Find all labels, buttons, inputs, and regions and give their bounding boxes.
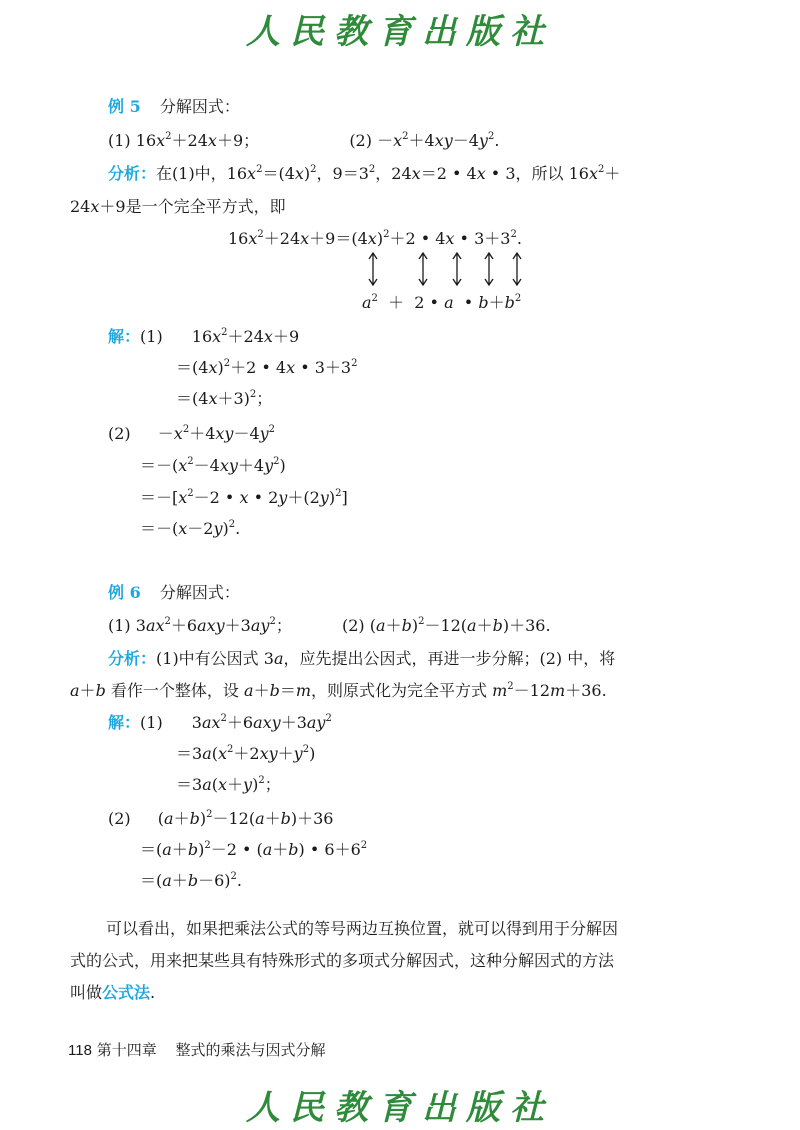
example6-analysis-text2b: ，则原式化为完全平方式 [311, 681, 488, 700]
conclusion-line3-suffix: . [150, 983, 156, 1002]
example6-task: 分解因式： [159, 583, 240, 602]
double-arrow-icon [368, 252, 378, 286]
example6-solution2-line3: $=(a+b-6)^2$. [140, 871, 242, 890]
example6-analysis-text1b: ，应先提出公因式，再进一步分解；(2) 中，将 [283, 649, 616, 668]
example5-solution-label: 解： [108, 327, 141, 346]
page-number: 118 [68, 1042, 92, 1059]
double-arrow-icon [484, 252, 494, 286]
example5-solution-line1: 解：(1) $16x^2+24x+9$ [108, 327, 300, 346]
example5-solution2-line2: $=-(x^2-4xy+4y^2)$ [140, 456, 286, 475]
example5-identity: $16x^2+24x+9=(4x)^2+2$ • 4x • $3+3^2$. [228, 229, 522, 248]
example6-analysis-text1: (1)中有公因式 [156, 649, 259, 668]
example6-problems: (1) $3ax^2+6axy+3ay^2$； (2) $(a+b)^2-12(a+b)+36$. [108, 616, 551, 635]
page-footer [68, 1040, 326, 1061]
example6-solution-line3: $=3a(x+y)^2$； [176, 775, 281, 794]
example6-solution-label: 解： [108, 713, 141, 732]
double-arrow-icon [512, 252, 522, 286]
example5-analysis-label: 分析： [108, 164, 157, 183]
example5-sol2-tag: (2) [108, 424, 131, 443]
example6-sol2-tag: (2) [108, 809, 131, 828]
example6-problem1-tag: (1) [108, 616, 131, 635]
example5-solution2-line1: $(2) -x^2+4xy-4y^2$ [108, 424, 276, 443]
example5-analysis-text1b: ，所以 [515, 164, 564, 183]
example5-analysis-text1a: 在(1)中， [156, 164, 227, 183]
chapter-title: 整式的乘法与因式分解 [175, 1041, 326, 1059]
double-arrow-icon [452, 252, 462, 286]
formula-method-term: 公式法 [102, 983, 151, 1002]
example5-problem1-tag: (1) [108, 131, 131, 150]
example6-sol1-tag: (1) [140, 713, 163, 732]
example5-solution-line2: $=(4x)^2+2$ • 4x • $3+3^2$ [176, 358, 358, 377]
conclusion-line2: 式的公式，用来把某些具有特殊形式的多项式分解因式，这种分解因式的方法 [70, 951, 615, 970]
publisher-logo-bottom: 人民教育出版社 [246, 1088, 554, 1128]
example5-pattern: $a^2 + 2$ • a • $b+b^2$ [362, 293, 522, 312]
example5-solution2-line3: $=-[x^2-2$ • x • $2y+(2y)^2$] [140, 488, 348, 507]
example5-analysis-line2: 24x＋9是一个完全平方式，即 [70, 197, 286, 216]
example5-analysis-text2: 是一个完全平方式，即 [125, 197, 286, 216]
double-arrow-icon [418, 252, 428, 286]
example6-problem2-tag: (2) [342, 616, 365, 635]
example6-header [108, 582, 240, 604]
example6-analysis-line2: a＋b 看作一个整体，设 a＋b＝m，则原式化为完全平方式 $m^2-12m+36$. [70, 681, 607, 700]
example6-analysis-line1: 分析：(1)中有公因式 3a，应先提出公因式，再进一步分解；(2) 中，将 [108, 649, 616, 668]
example5-problems: (1) $16x^2+24x+9$； $(2) -x^2+4xy-4y^2$. [108, 131, 500, 150]
example5-analysis-line1: 分析：在(1)中，$16x^2=(4x)^2$，$9=3^2$，24x＝2 • 4x • 3，所以 $16x^2+$ [108, 164, 621, 183]
example6-solution2-line2: $=(a+b)^2-2$ • (a＋b) • $6+6^2$ [140, 840, 368, 859]
example6-label: 例 6 [108, 583, 141, 602]
example5-sol1-tag: (1) [140, 327, 163, 346]
example6-analysis-label: 分析： [108, 649, 157, 668]
example6-solution-line2: $=3a(x^2+2xy+y^2)$ [176, 744, 316, 763]
example5-solution-line3: $=(4x+3)^2$； [176, 389, 273, 408]
example5-header [108, 96, 240, 118]
example5-label: 例 5 [108, 97, 141, 116]
example6-solution-line1: 解：(1) $3ax^2+6axy+3ay^2$ [108, 713, 332, 732]
publisher-logo-top: 人民教育出版社 [246, 12, 554, 52]
example6-analysis-text2a: 看作一个整体，设 [110, 681, 239, 700]
chapter-number: 第十四章 [96, 1041, 157, 1059]
conclusion-line3-prefix: 叫做 [70, 983, 103, 1002]
example6-solution2-line1: (2) $(a+b)^2-12(a+b)+36$ [108, 809, 334, 828]
conclusion-line3 [70, 982, 155, 1004]
conclusion-line1: 可以看出，如果把乘法公式的等号两边互换位置，就可以得到用于分解因 [106, 919, 619, 938]
example5-task: 分解因式： [159, 97, 240, 116]
example5-solution2-line4: $=-(x-2y)^2$. [140, 519, 241, 538]
example5-problem2-tag: (2) [349, 131, 372, 150]
